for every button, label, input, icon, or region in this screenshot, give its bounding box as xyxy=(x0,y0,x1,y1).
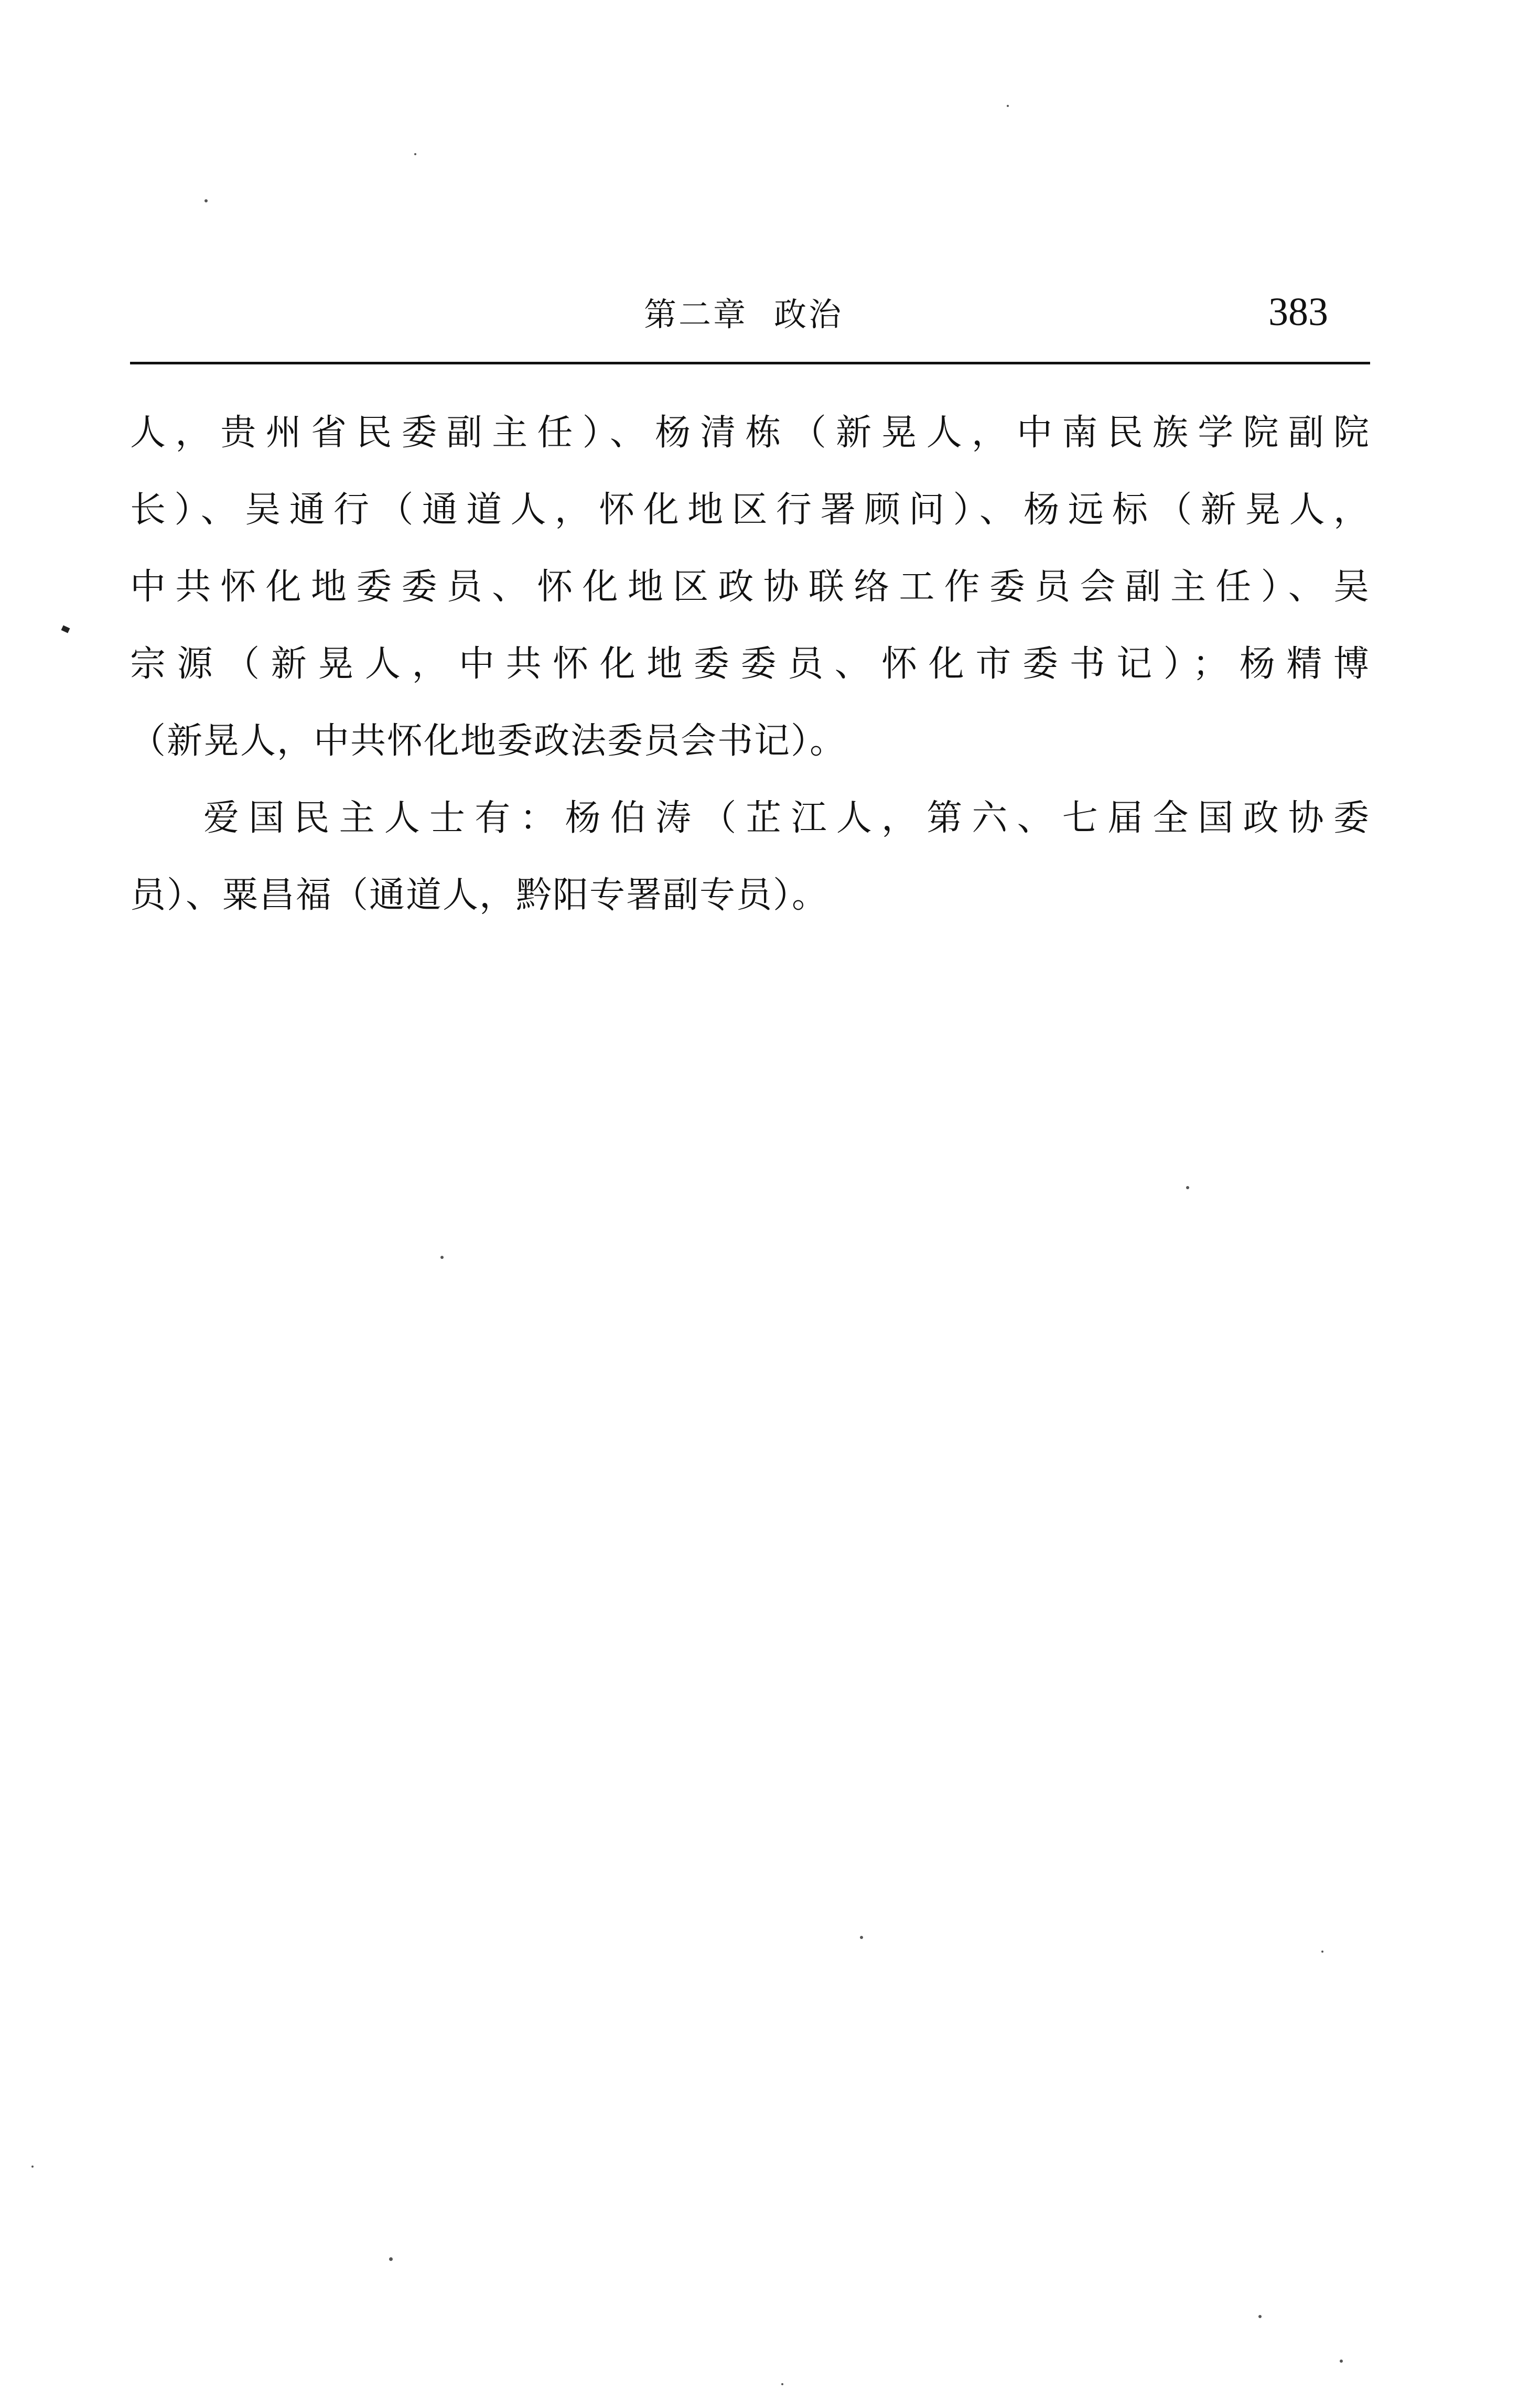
text-line: 中共怀化地委委员、怀化地区政协联络工作委员会副主任）、吴 xyxy=(130,566,1370,608)
chapter-title xyxy=(644,294,843,336)
text-line: 人，贵州省民委副主任）、杨清栋（新晃人，中南民族学院副院 xyxy=(130,412,1370,454)
page-number: 383 xyxy=(1268,290,1328,334)
scan-speck xyxy=(781,2383,783,2385)
text-line: 爱国民主人士有：杨伯涛（芷江人，第六、七届全国政协委 xyxy=(203,798,1370,839)
scan-speck xyxy=(1340,2360,1343,2363)
margin-mark xyxy=(61,626,70,633)
scan-speck xyxy=(389,2257,393,2261)
scan-speck xyxy=(1258,2315,1262,2318)
header-rule xyxy=(130,362,1370,364)
chapter-label: 第二章 xyxy=(644,295,748,333)
text-line: 长）、吴通行（通道人，怀化地区行署顾问）、杨远标（新晃人， xyxy=(130,489,1370,531)
text-line: 宗源（新晃人，中共怀化地委委员、怀化市委书记）；杨精博 xyxy=(130,643,1370,685)
running-head xyxy=(130,290,1370,357)
scan-speck xyxy=(1007,105,1009,107)
paragraph xyxy=(130,394,1370,780)
body-text xyxy=(130,394,1370,934)
paragraph xyxy=(130,780,1370,934)
scan-speck xyxy=(860,1936,863,1939)
scan-speck xyxy=(1321,1951,1323,1953)
section-label: 政治 xyxy=(774,295,844,333)
scan-speck xyxy=(414,153,416,155)
scan-speck xyxy=(1186,1186,1189,1189)
text-line: 员）、粟昌福（通道人，黔阳专署副专员）。 xyxy=(130,875,829,916)
text-line: （新晃人，中共怀化地委政法委员会书记）。 xyxy=(130,720,847,762)
scan-speck xyxy=(31,2166,34,2168)
scan-speck xyxy=(440,1256,444,1259)
scan-speck xyxy=(204,199,208,202)
